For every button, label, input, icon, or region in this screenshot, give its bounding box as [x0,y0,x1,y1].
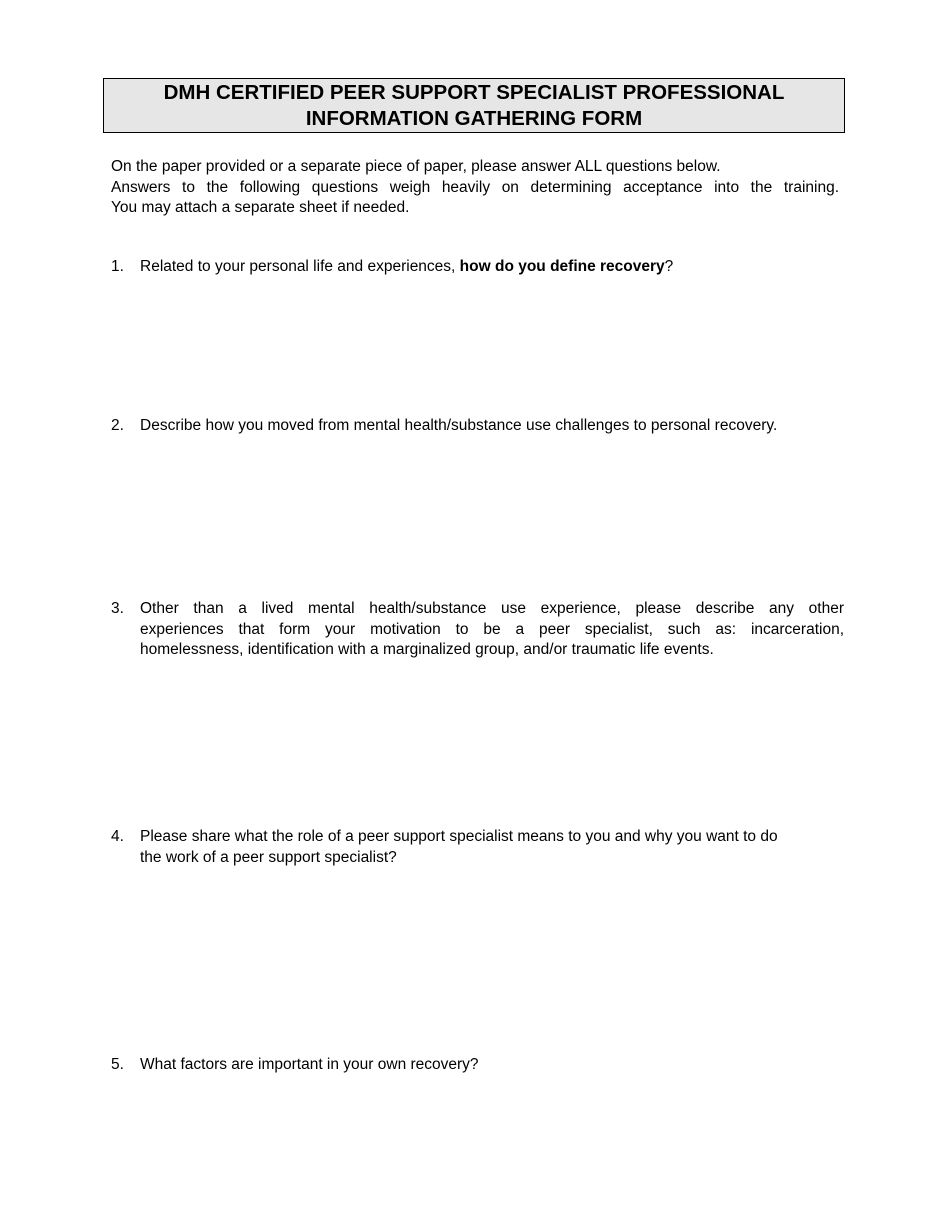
form-title-line-2: INFORMATION GATHERING FORM [305,107,643,130]
question-line: the work of a peer support specialist? [140,848,397,866]
question-text-part: ? [664,258,674,275]
question-2 [111,416,844,437]
question-text-bold: how do you define recovery [459,258,665,275]
question-text [140,416,844,437]
question-text-part: Related to your personal life and experiences, [140,258,460,275]
intro-line: Answers to the following questions weigh heavily on determining acceptance into the training. [111,178,839,196]
question-text [140,257,844,278]
question-number: 4. [111,828,124,845]
question-text [140,1055,844,1076]
question-line: What factors are important in your own recovery? [140,1056,479,1073]
intro-line: You may attach a separate sheet if needed. [111,199,410,216]
question-5 [111,1055,844,1076]
question-line: Please share what the role of a peer support specialist means to you and why you want to do [140,828,778,845]
question-text [140,599,844,661]
intro-line: On the paper provided or a separate piece of paper, please answer ALL questions below. [111,158,721,175]
question-number: 5. [111,1056,124,1073]
question-line: experiences that form your motivation to be a peer specialist, such as: incarceration, [140,620,844,638]
question-line: homelessness, identification with a marginalized group, and/or traumatic life events. [140,641,714,658]
form-title-line-1: DMH CERTIFIED PEER SUPPORT SPECIALIST PROFESSIONAL [163,81,785,104]
intro-paragraph [111,157,839,219]
question-number: 3. [111,600,124,617]
question-4 [111,827,844,868]
question-text [140,827,844,868]
question-number: 1. [111,258,124,275]
question-1 [111,257,844,278]
question-line: Other than a lived mental health/substance use experience, please describe any other [140,600,844,617]
question-line: Describe how you moved from mental health/substance use challenges to personal recovery. [140,417,778,434]
form-title-box [103,78,845,133]
question-number: 2. [111,417,124,434]
question-3 [111,599,844,661]
